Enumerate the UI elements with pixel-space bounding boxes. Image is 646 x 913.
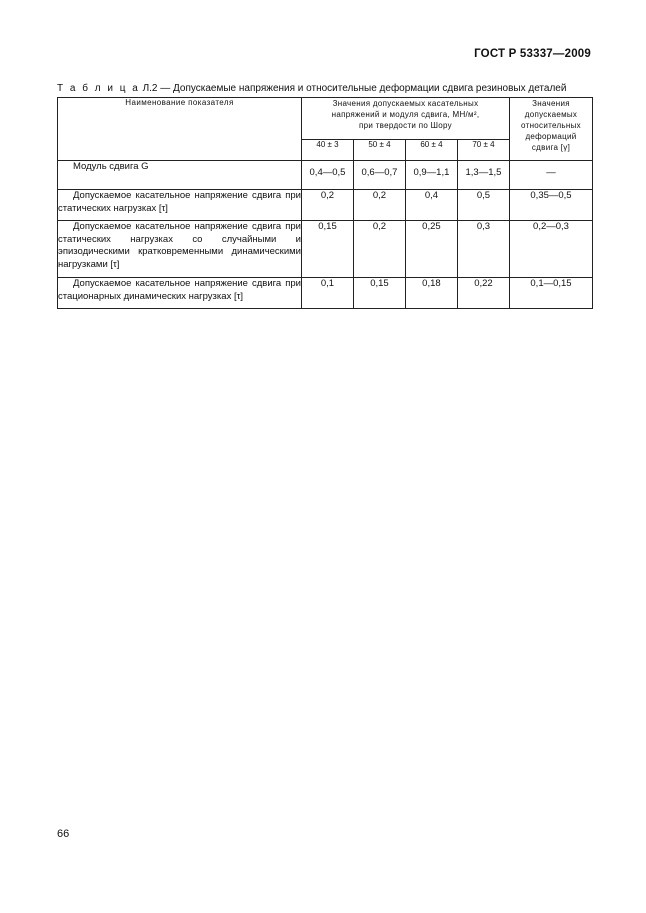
table-cell: 0,4—0,5 [302,161,354,190]
column-header-strain [510,98,593,161]
row-name-text: Допускаемое касательное напряжение сдвига при стационарных динамических нагрузках [τ] [58,278,301,302]
table-cell: 1,3—1,5 [457,161,509,190]
strain-cell: 0,35—0,5 [510,190,593,221]
table-cell: 0,2 [353,190,405,221]
table-cell: 0,6—0,7 [353,161,405,190]
table-cell: 0,25 [405,221,457,278]
column-header-hardness: 70 ± 4 [457,139,509,160]
row-name [58,161,302,190]
table-cell: 0,2 [353,221,405,278]
strain-header-line: сдвига [γ] [531,143,571,152]
table-cell: 0,15 [302,221,354,278]
table-cell: 0,5 [457,190,509,221]
table-header-row [58,98,593,140]
strain-cell: 0,1—0,15 [510,278,593,309]
table-cell: 0,4 [405,190,457,221]
strain-header-line: относительных [521,121,581,130]
table-cell: 0,9—1,1 [405,161,457,190]
table-cell: 0,2 [302,190,354,221]
column-header-values-group [302,98,510,140]
table-row [58,190,593,221]
table-caption-prefix: Т а б л и ц а [57,83,140,94]
strain-cell: 0,2—0,3 [510,221,593,278]
table-cell: 0,15 [353,278,405,309]
row-name-text: Допускаемое касательное напряжение сдвига при статических нагрузках со случайными и эпизодическими кратковременными динамическими нагрузками [τ] [58,221,301,270]
strain-header-line: допускаемых [524,110,578,119]
row-name-text: Модуль сдвига G [73,161,149,172]
group-header-line: при твердости по Шору [359,121,452,130]
table-row [58,221,593,278]
table-cell: 0,1 [302,278,354,309]
group-header-line: напряжений и модуля сдвига, МН/м², [331,110,480,119]
row-name [58,278,302,309]
page-number: 66 [57,828,70,840]
row-name [58,190,302,221]
table-row [58,161,593,190]
column-header-hardness: 50 ± 4 [353,139,405,160]
strain-header-line: деформаций [525,132,577,141]
table-cell: 0,22 [457,278,509,309]
strain-header-line: Значения [532,99,570,108]
row-name [58,221,302,278]
strain-cell: — [510,161,593,190]
table-caption-text: Л.2 — Допускаемые напряжения и относительные деформации сдвига резиновых деталей [142,83,567,94]
document-code: ГОСТ Р 53337—2009 [474,48,591,60]
column-header-hardness: 60 ± 4 [405,139,457,160]
column-header-name: Наименование показателя [58,98,302,161]
group-header-line: Значения допускаемых касательных [332,99,479,108]
table-row [58,278,593,309]
table-cell: 0,18 [405,278,457,309]
table-caption [57,83,597,94]
stress-table [57,97,593,309]
row-name-text: Допускаемое касательное напряжение сдвига при статических нагрузках [τ] [58,190,301,214]
table-cell: 0,3 [457,221,509,278]
column-header-hardness: 40 ± 3 [302,139,354,160]
